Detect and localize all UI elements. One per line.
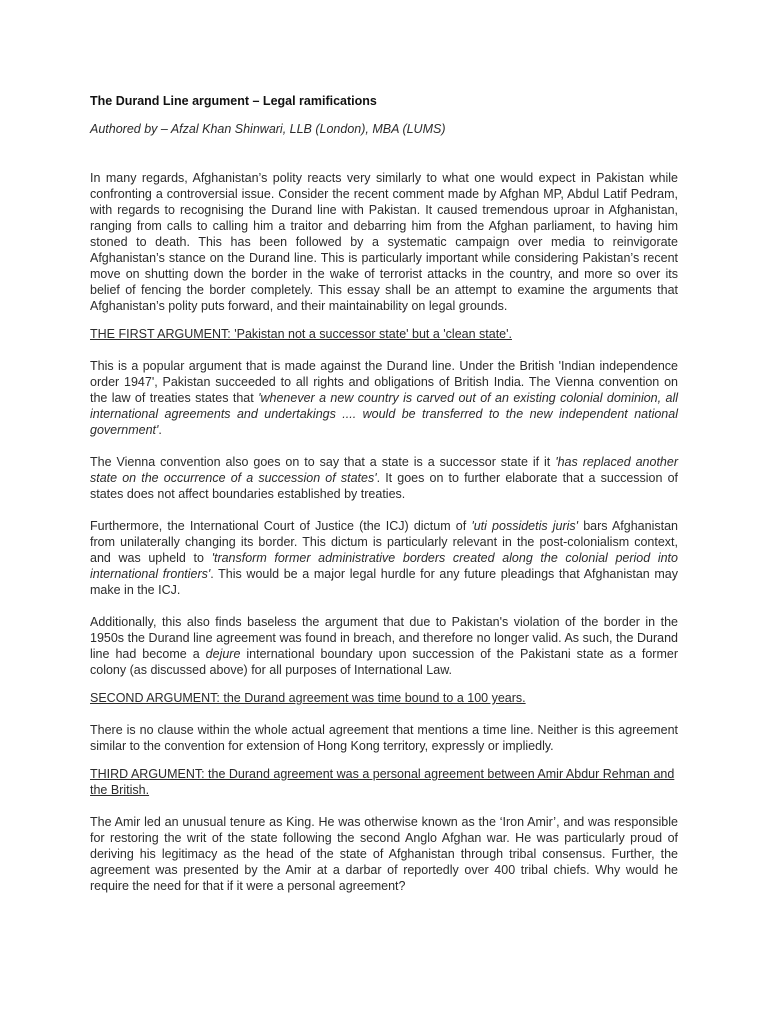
document-title: The Durand Line argument – Legal ramifications bbox=[90, 94, 377, 108]
text-run: Furthermore, the International Court of Justice (the ICJ) dictum of bbox=[90, 519, 472, 533]
first-argument-heading: THE FIRST ARGUMENT: 'Pakistan not a successor state' but a 'clean state'. bbox=[90, 327, 512, 341]
text-run: Additionally, this also finds baseless the argument that due to Pakistan's violation of the border in the 1950s the Durand line agreement was found in breach, and therefore no longer valid. As such, the Durand line had become a bbox=[90, 615, 678, 661]
text-run: The Vienna convention also goes on to say that a state is a successor state if it bbox=[90, 455, 556, 469]
document-page bbox=[90, 92, 678, 894]
third-argument-heading: THIRD ARGUMENT: the Durand agreement was a personal agreement between Amir Abdur Rehman and the British. bbox=[90, 767, 675, 797]
first-argument-paragraph-2 bbox=[90, 454, 678, 502]
first-argument-paragraph-4 bbox=[90, 614, 678, 678]
icj-quote: 'transform former administrative borders created along the colonial period into international frontiers' bbox=[90, 551, 678, 581]
text-run: international boundary upon succession of the Pakistani state as a former colony (as discussed above) for all purposes of International Law. bbox=[90, 647, 678, 677]
second-argument-heading: SECOND ARGUMENT: the Durand agreement was time bound to a 100 years. bbox=[90, 691, 526, 705]
uti-possidetis-quote: 'uti possidetis juris' bbox=[471, 519, 579, 533]
author-byline: Authored by – Afzal Khan Shinwari, LLB (London), MBA (LUMS) bbox=[90, 122, 446, 136]
intro-paragraph: In many regards, Afghanistan’s polity reacts very similarly to what one would expect in Pakistan while confronting a controversial issue. Consider the recent comment made by Afghan MP, Abdul Latif Pedram, with regards to recognising the Durand line with Pakistan. It caused tremendous uproar in Afghanistan, ranging from calls to calling him a traitor and debarring him from the Afghan parliament, to having him stoned to death. This has been followed by a systematic campaign over media to reinvigorate Afghanistan’s stance on the Durand line. This is particularly important while considering Pakistan’s recent move on shutting down the border in the wake of terrorist attacks in the country, and more so over its belief of fencing the border completely. This essay shall be an attempt to examine the arguments that Afghanistan’s polity puts forward, and their maintainability on legal grounds. bbox=[90, 171, 678, 313]
text-run: . This would be a major legal hurdle for any future pleadings that Afghanistan may make in the ICJ. bbox=[90, 567, 678, 597]
first-argument-paragraph-1 bbox=[90, 358, 678, 438]
dejure-term: dejure bbox=[205, 647, 241, 661]
first-argument-paragraph-3 bbox=[90, 518, 678, 598]
text-run: This is a popular argument that is made against the Durand line. Under the British 'Indian independence order 1947', Pakistan succeeded to all rights and obligations of British India. The Vienna convention on the law of treaties states that bbox=[90, 359, 678, 405]
text-run: . It goes on to further elaborate that a succession of states does not affect boundaries established by treaties. bbox=[90, 471, 678, 501]
text-run: bars Afghanistan from unilaterally changing its border. This dictum is particularly relevant in the post-colonialism context, and was upheld to bbox=[90, 519, 678, 565]
vienna-quote: 'whenever a new country is carved out of an existing colonial dominion, all international agreements and undertakings .... would be transferred to the new independent national government' bbox=[90, 391, 678, 437]
text-run: . bbox=[158, 423, 162, 437]
second-argument-paragraph-1: There is no clause within the whole actual agreement that mentions a time line. Neither is this agreement similar to the convention for extension of Hong Kong territory, expressly or impliedly. bbox=[90, 723, 678, 753]
third-argument-paragraph-1: The Amir led an unusual tenure as King. He was otherwise known as the ‘Iron Amir’, and was responsible for restoring the writ of the state following the second Anglo Afghan war. He was particularly proud of deriving his legitimacy as the head of the state of Afghanistan through tribal consensus. Further, the agreement was presented by the Amir at a darbar of reportedly over 400 tribal chiefs. Why would he require the need for that if it were a personal agreement? bbox=[90, 815, 678, 893]
successor-quote: 'has replaced another state on the occurrence of a succession of states' bbox=[90, 455, 678, 485]
